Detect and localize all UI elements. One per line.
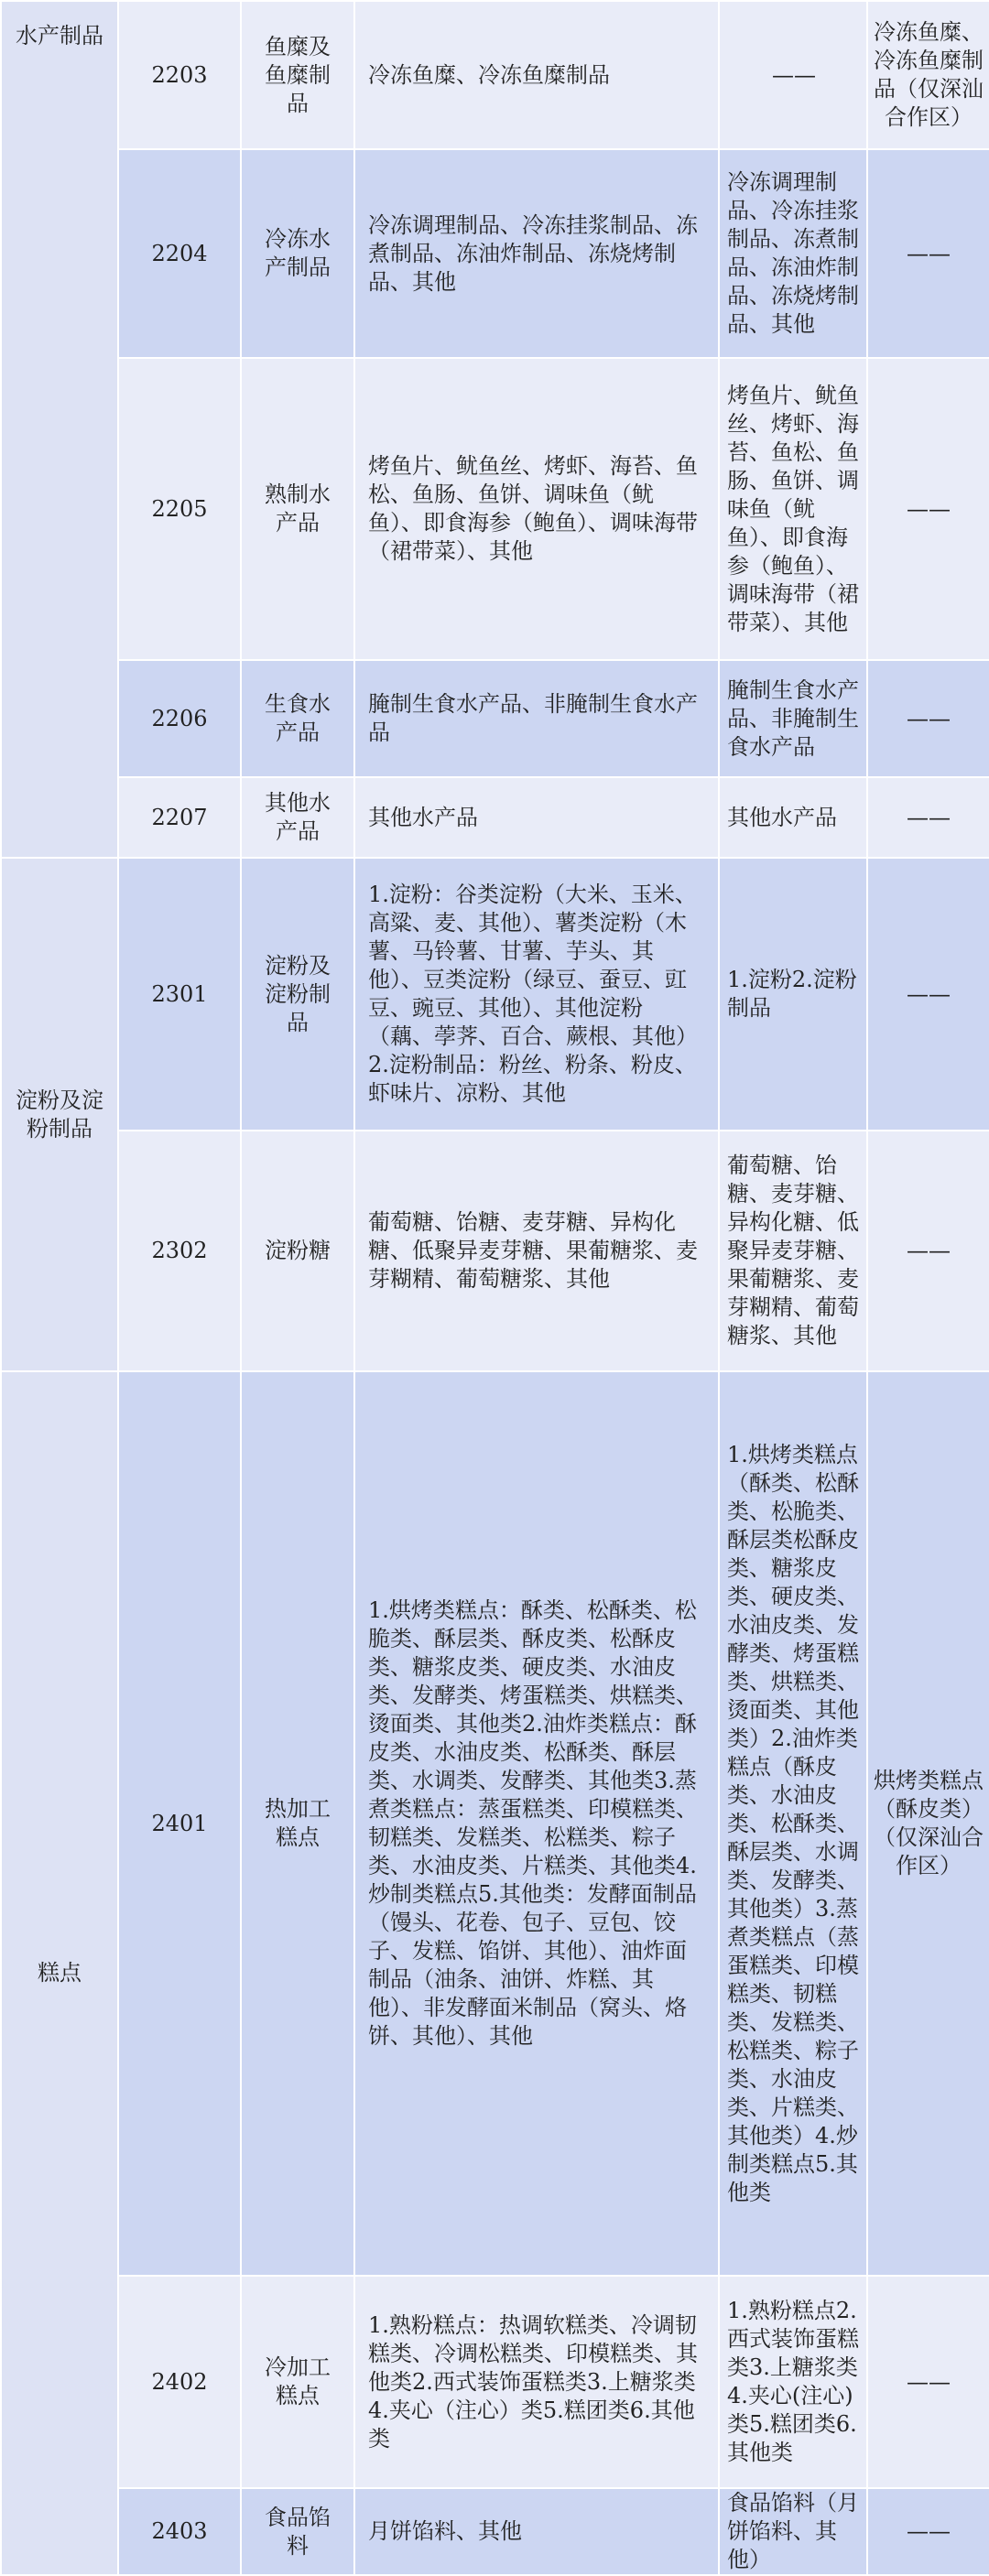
description-cell: 1.熟粉糕点：热调软糕类、冷调韧糕类、冷调松糕类、印模糕类、其他类2.西式装饰蛋糕类3.上糖浆类4.夹心（注心）类5.糕团类6.其他类 [354,2276,719,2488]
detail-cell: 1.淀粉2.淀粉制品 [719,858,867,1131]
detail-cell: 其他水产品 [719,777,867,858]
product-name-cell: 其他水产品 [241,777,354,858]
table-row [1,149,989,358]
product-name-cell: 生食水产品 [241,660,354,777]
product-name-cell: 鱼糜及鱼糜制品 [241,1,354,149]
table-row [1,1,989,149]
category-cell: 淀粉及淀粉制品 [1,858,118,1371]
remark-cell: —— [867,2488,989,2575]
code-cell: 2403 [118,2488,241,2575]
remark-cell: —— [867,358,989,660]
remark-cell: 冷冻鱼糜、冷冻鱼糜制品（仅深汕合作区） [867,1,989,149]
product-name-cell: 淀粉及淀粉制品 [241,858,354,1131]
product-name-cell: 冷加工糕点 [241,2276,354,2488]
category-cell: 糕点 [1,1371,118,2575]
code-cell: 2401 [118,1371,241,2276]
detail-cell: 烤鱼片、鱿鱼丝、烤虾、海苔、鱼松、鱼肠、鱼饼、调味鱼（鱿鱼）、即食海参（鲍鱼）、调味海带（裙带菜）、其他 [719,358,867,660]
table-row [1,777,989,858]
table-row [1,2488,989,2575]
code-cell: 2301 [118,858,241,1131]
description-cell: 其他水产品 [354,777,719,858]
product-name-cell: 食品馅料 [241,2488,354,2575]
description-cell: 腌制生食水产品、非腌制生食水产品 [354,660,719,777]
table-row [1,1131,989,1371]
table-row [1,660,989,777]
remark-cell: 烘烤类糕点（酥皮类）（仅深汕合作区） [867,1371,989,2276]
remark-cell: —— [867,2276,989,2488]
code-cell: 2302 [118,1131,241,1371]
table-row [1,858,989,1131]
description-cell: 冷冻鱼糜、冷冻鱼糜制品 [354,1,719,149]
remark-cell: —— [867,1131,989,1371]
table-row [1,358,989,660]
description-cell: 葡萄糖、饴糖、麦芽糖、异构化糖、低聚异麦芽糖、果葡糖浆、麦芽糊精、葡萄糖浆、其他 [354,1131,719,1371]
product-name-cell: 熟制水产品 [241,358,354,660]
detail-cell: 葡萄糖、饴糖、麦芽糖、异构化糖、低聚异麦芽糖、果葡糖浆、麦芽糊精、葡萄糖浆、其他 [719,1131,867,1371]
description-cell: 1.烘烤类糕点：酥类、松酥类、松脆类、酥层类、酥皮类、松酥皮类、糖浆皮类、硬皮类、水油皮类、发酵类、烤蛋糕类、烘糕类、烫面类、其他类2.油炸类糕点：酥皮类、水油皮类、松酥类、酥层类、水调类、发酵类、其他类3.蒸煮类糕点：蒸蛋糕类、印模糕类、韧糕类、发糕类、松糕类、粽子类、水油皮类、片糕类、其他类4.炒制类糕点5.其他类：发酵面制品（馒头、花卷、包子、豆包、饺子、发糕、馅饼、其他）、油炸面制品（油条、油饼、炸糕、其他）、非发酵面米制品（窝头、烙饼、其他）、其他 [354,1371,719,2276]
remark-cell: —— [867,660,989,777]
table-row [1,1371,989,2276]
description-cell: 月饼馅料、其他 [354,2488,719,2575]
product-name-cell: 冷冻水产制品 [241,149,354,358]
product-name-cell: 淀粉糖 [241,1131,354,1371]
product-name-cell: 热加工糕点 [241,1371,354,2276]
remark-cell: —— [867,858,989,1131]
detail-cell: 冷冻调理制品、冷冻挂浆制品、冻煮制品、冻油炸制品、冻烧烤制品、其他 [719,149,867,358]
code-cell: 2206 [118,660,241,777]
detail-cell: 1.熟粉糕点2.西式装饰蛋糕类3.上糖浆类4.夹心(注心)类5.糕团类6.其他类 [719,2276,867,2488]
detail-cell: —— [719,1,867,149]
description-cell: 烤鱼片、鱿鱼丝、烤虾、海苔、鱼松、鱼肠、鱼饼、调味鱼（鱿鱼）、即食海参（鲍鱼）、调味海带（裙带菜）、其他 [354,358,719,660]
remark-cell: —— [867,149,989,358]
description-cell: 1.淀粉：谷类淀粉（大米、玉米、高粱、麦、其他）、薯类淀粉（木薯、马铃薯、甘薯、芋头、其他）、豆类淀粉（绿豆、蚕豆、豇豆、豌豆、其他）、其他淀粉（藕、荸荠、百合、蕨根、其他）2.淀粉制品：粉丝、粉条、粉皮、虾味片、凉粉、其他 [354,858,719,1131]
code-cell: 2205 [118,358,241,660]
category-cell: 水产制品 [1,1,118,858]
code-cell: 2203 [118,1,241,149]
code-cell: 2207 [118,777,241,858]
detail-cell: 食品馅料（月饼馅料、其他） [719,2488,867,2575]
code-cell: 2402 [118,2276,241,2488]
table-row [1,2276,989,2488]
code-cell: 2204 [118,149,241,358]
detail-cell: 腌制生食水产品、非腌制生食水产品 [719,660,867,777]
remark-cell: —— [867,777,989,858]
description-cell: 冷冻调理制品、冷冻挂浆制品、冻煮制品、冻油炸制品、冻烧烤制品、其他 [354,149,719,358]
detail-cell: 1.烘烤类糕点（酥类、松酥类、松脆类、酥层类松酥皮类、糖浆皮类、硬皮类、水油皮类、发酵类、烤蛋糕类、烘糕类、烫面类、其他类）2.油炸类糕点（酥皮类、水油皮类、松酥类、酥层类、水调类、发酵类、其他类）3.蒸煮类糕点（蒸蛋糕类、印模糕类、韧糕类、发糕类、松糕类、粽子类、水油皮类、片糕类、其他类）4.炒制类糕点5.其他类 [719,1371,867,2276]
